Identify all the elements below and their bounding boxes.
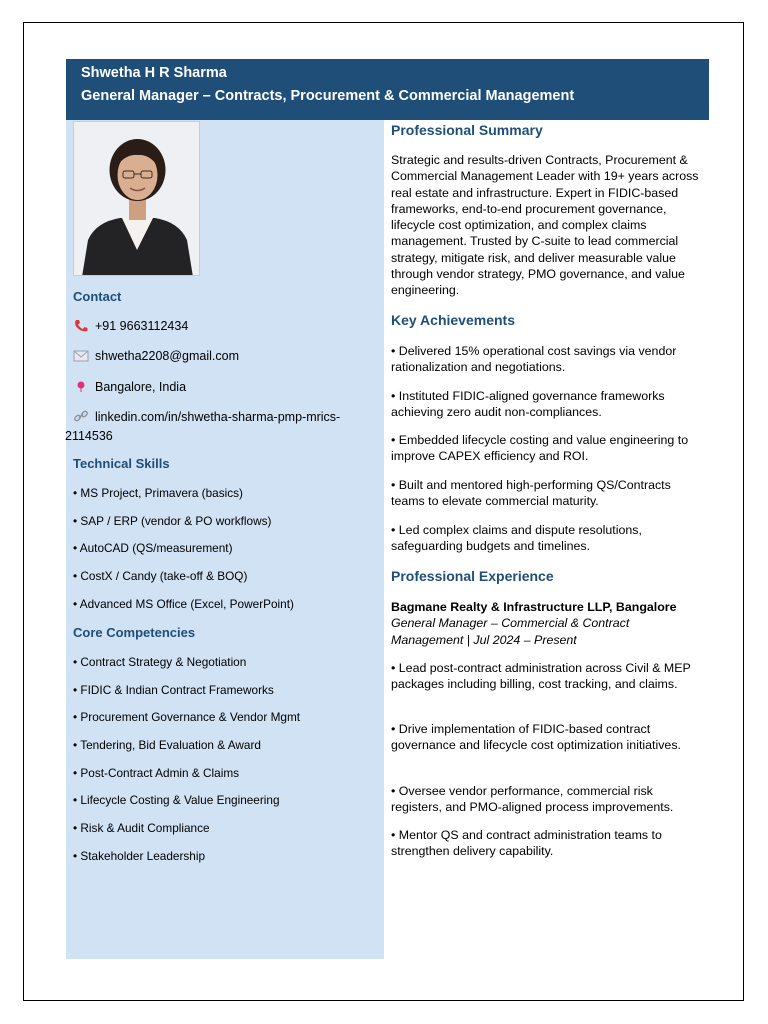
experience-item: • Lead post-contract administration across Civil & MEP packages including billing, cost tracking, and claims. <box>391 661 691 692</box>
achievement-item: • Delivered 15% operational cost savings via vendor rationalization and negotiations. <box>391 344 677 375</box>
link-icon <box>73 410 95 428</box>
email-icon <box>73 349 95 365</box>
phone-number: +91 9663112434 <box>95 319 189 333</box>
achievement-item: • Led complex claims and dispute resolutions, safeguarding budgets and timelines. <box>391 523 642 554</box>
list-item: • Contract Strategy & Negotiation <box>73 655 247 669</box>
achievement-item: • Built and mentored high-performing QS/Contracts teams to elevate commercial maturity. <box>391 478 671 509</box>
company-name: Bagmane Realty & Infrastructure LLP, Bangalore <box>391 600 677 614</box>
role-title: General Manager – Commercial & Contract Management | Jul 2024 – Present <box>391 616 630 647</box>
location-pin-icon <box>73 380 95 397</box>
candidate-name: Shwetha H R Sharma <box>81 65 227 81</box>
list-item: • Lifecycle Costing & Value Engineering <box>73 793 280 808</box>
list-item: • MS Project, Primavera (basics) <box>73 486 243 500</box>
list-item: • AutoCAD (QS/measurement) <box>73 541 233 556</box>
professional-summary-text: Strategic and results-driven Contracts, Procurement & Commercial Management Leader with 19+ years across real estate and infrastructure. Expert in FIDIC-based frameworks, end-to-end procurement governance, lifecycle cost optimization, and complex claims management. Trusted by C-suite to lead commercial strategy, mitigate risk, and deliver measurable value through vendor strategy, PMO governance, and value engineering. <box>391 153 699 298</box>
email-address[interactable]: shwetha2208@gmail.com <box>95 349 240 363</box>
technical-skills-heading: Technical Skills <box>73 456 170 471</box>
achievement-item: • Embedded lifecycle costing and value engineering to improve CAPEX efficiency and ROI. <box>391 433 689 464</box>
professional-summary-heading: Professional Summary <box>391 122 543 138</box>
list-item: • SAP / ERP (vendor & PO workflows) <box>73 513 272 528</box>
core-competencies-list <box>73 655 300 877</box>
contact-heading: Contact <box>73 289 122 304</box>
professional-experience-heading: Professional Experience <box>391 568 554 584</box>
list-item: • Procurement Governance & Vendor Mgmt <box>73 710 301 725</box>
list-item: • CostX / Candy (take-off & BOQ) <box>73 569 248 584</box>
experience-item: • Drive implementation of FIDIC-based contract governance and lifecycle cost optimization initiatives. <box>391 722 681 753</box>
experience-item: • Mentor QS and contract administration teams to strengthen delivery capability. <box>391 828 662 859</box>
phone-icon <box>73 319 95 336</box>
location-text: Bangalore, India <box>95 380 187 394</box>
key-achievements-heading: Key Achievements <box>391 312 515 328</box>
profile-photo-illustration <box>74 122 200 276</box>
resume-header <box>66 59 709 120</box>
experience-entry <box>391 599 703 648</box>
list-item: • Stakeholder Leadership <box>73 848 206 863</box>
experience-item: • Oversee vendor performance, commercial risk registers, and PMO-aligned process improvements. <box>391 784 674 815</box>
profile-photo <box>73 121 200 276</box>
list-item: • Post-Contract Admin & Claims <box>73 765 240 780</box>
contact-linkedin[interactable] <box>65 409 377 445</box>
contact-email <box>73 349 239 365</box>
list-item: • Advanced MS Office (Excel, PowerPoint) <box>73 596 294 611</box>
technical-skills-list <box>73 486 294 624</box>
candidate-title: General Manager – Contracts, Procurement & Commercial Management <box>81 88 575 104</box>
core-competencies-heading: Core Competencies <box>73 625 196 640</box>
linkedin-url[interactable]: linkedin.com/in/shwetha-sharma-pmp-mrics-2114536 <box>65 410 341 443</box>
list-item: • FIDIC & Indian Contract Frameworks <box>73 682 274 697</box>
contact-phone <box>73 319 188 336</box>
list-item: • Tendering, Bid Evaluation & Award <box>73 738 261 753</box>
contact-location <box>73 380 186 397</box>
list-item: • Risk & Audit Compliance <box>73 821 210 836</box>
achievement-item: • Instituted FIDIC-aligned governance frameworks achieving zero audit non-compliances. <box>391 389 665 420</box>
